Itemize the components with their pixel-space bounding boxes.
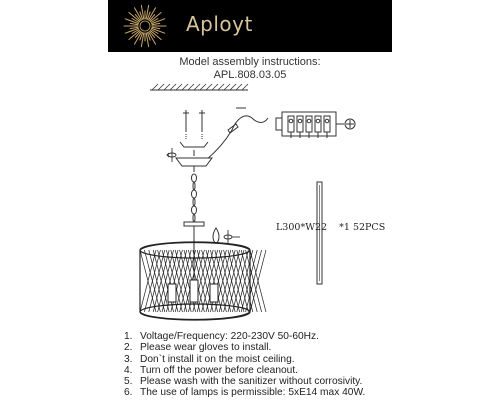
list-item: 3. Don`t install it on the moist ceiling. xyxy=(124,353,295,365)
list-item: 1. Voltage/Frequency: 220-230V 50-60Hz. xyxy=(124,331,319,342)
rotate-icon xyxy=(224,230,240,244)
list-item: 6. The use of lamps is permissible: 5xE14 max 40W. xyxy=(124,387,366,399)
top-plate-icon xyxy=(184,222,204,240)
rotate-icon xyxy=(167,148,176,162)
screw-icon xyxy=(183,110,205,140)
canopy-icon xyxy=(176,158,212,172)
instruction-list xyxy=(124,331,365,399)
rod-icon xyxy=(317,182,322,284)
part-specs xyxy=(276,222,385,233)
part-size: L300*W22 xyxy=(276,222,328,233)
list-item: 2. Please wear gloves to install. xyxy=(124,342,272,354)
chain-icon xyxy=(192,174,197,222)
ceiling-hatch-icon xyxy=(150,84,248,90)
mounting-bracket-icon xyxy=(180,142,208,156)
part-quantity: *1 52PCS xyxy=(339,222,386,233)
model-number: APL.808.03.05 xyxy=(213,69,287,81)
terminal-block-icon xyxy=(276,112,355,138)
list-item: 4. Turn off the power before cleanout. xyxy=(124,364,299,376)
brand-name: Aployt xyxy=(186,12,253,36)
cage-lampshade-icon xyxy=(140,240,266,320)
title-line: Model assembly instructions: xyxy=(179,56,321,68)
list-item: 5. Please wash with the sanitizer without corrosivity. xyxy=(124,376,363,388)
wire-icon xyxy=(206,108,268,160)
